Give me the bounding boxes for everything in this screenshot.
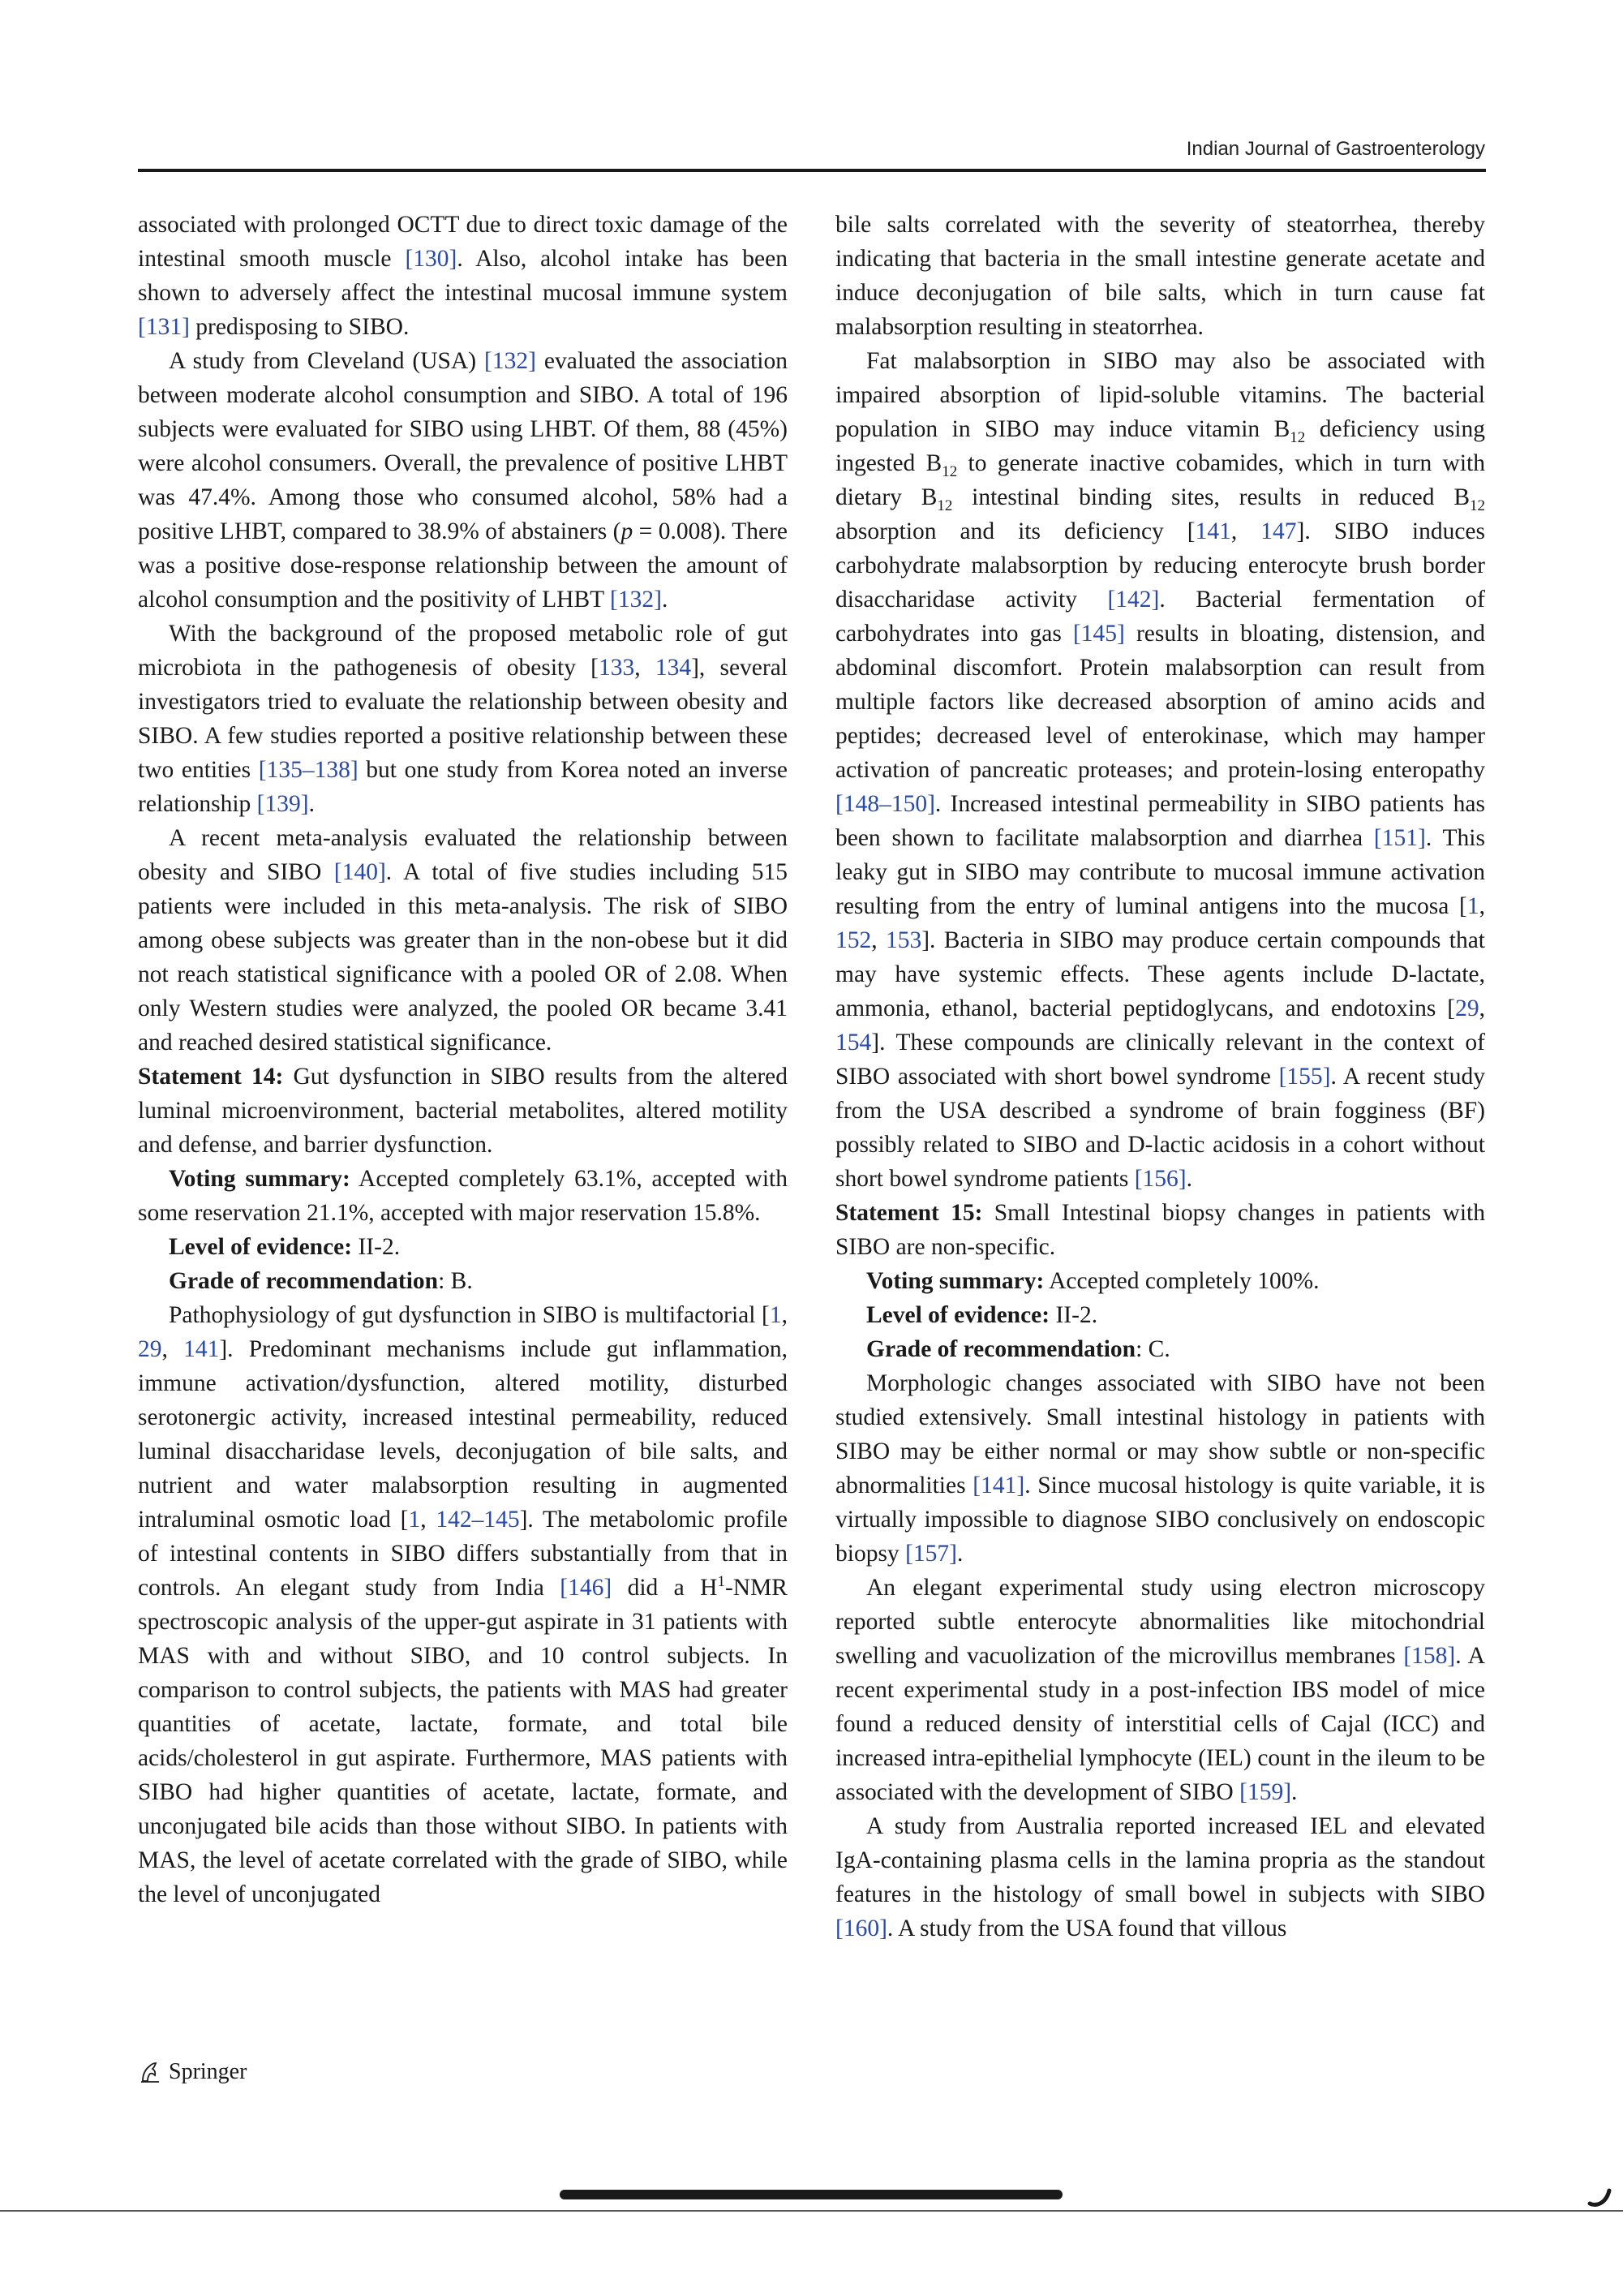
- citation-link[interactable]: 1: [1466, 893, 1479, 919]
- citation-link[interactable]: 153: [885, 927, 922, 953]
- citation-link[interactable]: [160]: [835, 1915, 887, 1941]
- voting-summary: Voting summary: Accepted completely 100%.: [866, 1268, 1320, 1294]
- paragraph: A study from Cleveland (USA) [132] evaluated the association between moderate alcohol consumption and SIBO. A total of 196 subjects were evaluated for SIBO using LHBT. Of them, 88 (45%) were alcohol consumers. Overall, the prevalence of positive LHBT was 47.4%. Among those who consumed alcohol, 58% had a positive LHBT, compared to 38.9% of abstainers (p = 0.008). There was a positive dose-response relationship between the amount of alcohol consumption and the positivity of LHBT [132].: [138, 348, 788, 613]
- citation-link[interactable]: 134: [655, 655, 692, 681]
- citation-link[interactable]: 142–145: [436, 1507, 520, 1533]
- paragraph: A recent meta-analysis evaluated the relationship between obesity and SIBO [140]. A total of five studies including 515 patients were included in this meta-analysis. The risk of SIBO among obese subjects was greater than in the non-obese but it did not reach statistical significance with a pooled OR of 2.08. When only Western studies were analyzed, the pooled OR became 3.41 and reached desired statistical significance.: [138, 825, 788, 1056]
- subscript: 12: [937, 497, 953, 514]
- bold-label: Level of evidence:: [169, 1234, 353, 1260]
- statement-15: Statement 15: Small Intestinal biopsy changes in patients with SIBO are non-specific.: [835, 1200, 1485, 1260]
- bold-label: Statement 14:: [138, 1064, 284, 1090]
- left-column: [138, 208, 788, 1911]
- citation-link[interactable]: [146]: [560, 1575, 612, 1601]
- bold-label: Grade of recommendation: [169, 1268, 439, 1294]
- citation-link[interactable]: [142]: [1107, 587, 1160, 613]
- citation-link[interactable]: [132]: [610, 587, 662, 613]
- citation-link[interactable]: [151]: [1373, 825, 1426, 851]
- paragraph: bile salts correlated with the severity of steatorrhea, thereby indicating that bacteria in the small intestine generate acetate and induce deconjugation of bile salts, which in turn cause fat malabsorption resulting in steatorrhea.: [835, 212, 1485, 340]
- bold-label: Grade of recommendation: [866, 1336, 1136, 1362]
- citation-link[interactable]: [130]: [405, 246, 457, 272]
- subscript: 12: [942, 462, 958, 480]
- citation-link[interactable]: [140]: [333, 859, 386, 885]
- citation-link[interactable]: [148–150]: [835, 791, 935, 817]
- citation-link[interactable]: [156]: [1134, 1166, 1187, 1192]
- citation-link[interactable]: 152: [835, 927, 872, 953]
- grade-of-recommendation: Grade of recommendation: B.: [169, 1268, 473, 1294]
- citation-link[interactable]: [145]: [1072, 621, 1125, 647]
- subscript: 12: [1290, 428, 1306, 446]
- paragraph: Fat malabsorption in SIBO may also be associated with impaired absorption of lipid-soluble vitamins. The bacterial population in SIBO may induce vitamin $B_{12}$ deficiency using ingested $B_{12}$ to generate inactive cobamides, which in turn with dietary $B_{12}$ intestinal binding sites, results in reduced $B_{12}$ absorption and its deficiency [141, 147]. SIBO induces carbohydrate malabsorption by reducing enterocyte brush border disaccharidase activity [142]. Bacterial fermentation of carbohydrates into gas [145] results in bloating, distension, and abdominal discomfort. Protein malabsorption can result from multiple factors like decreased absorption of amino acids and peptides; decreased level of enterokinase, which may hamper activation of pancreatic proteases; and protein-losing enteropathy [148–150]. Increased intestinal permeability in SIBO patients has been shown to facilitate malabsorption and diarrhea [151]. This leaky gut in SIBO may contribute to mucosal immune activation resulting from the entry of luminal antigens into the mucosa [1, 152, 153]. Bacteria in SIBO may produce certain compounds that may have systemic effects. These agents include D-lactate, ammonia, ethanol, bacterial peptidoglycans, and endotoxins [29, 154]. These compounds are clinically relevant in the context of SIBO associated with short bowel syndrome [155]. A recent study from the USA described a syndrome of brain fogginess (BF) possibly related to SIBO and D-lactic acidosis in a cohort without short bowel syndrome patients [156].: [835, 348, 1486, 1192]
- citation-link[interactable]: 1: [769, 1302, 782, 1328]
- citation-link[interactable]: 29: [138, 1336, 162, 1362]
- level-of-evidence: Level of evidence: II-2.: [169, 1234, 401, 1260]
- citation-link[interactable]: 141: [1195, 518, 1231, 544]
- subscript: 12: [1470, 497, 1485, 514]
- citation-link[interactable]: 141: [183, 1336, 220, 1362]
- paragraph: With the background of the proposed metabolic role of gut microbiota in the pathogenesis of obesity [133, 134], several investigators tried to evaluate the relationship between obesity and SIBO. A few studies reported a positive relationship between these two entities [135–138] but one study from Korea noted an inverse relationship [139].: [138, 621, 788, 817]
- paragraph: An elegant experimental study using electron microscopy reported subtle enterocyte abnormalities like mitochondrial swelling and vacuolization of the microvillus membranes [158]. A recent experimental study in a post-infection IBS model of mice found a reduced density of interstitial cells of Cajal (ICC) and increased intra-epithelial lymphocyte (IEL) count in the ileum to be associated with the development of SIBO [159].: [835, 1575, 1486, 1805]
- bold-label: Statement 15:: [835, 1200, 983, 1226]
- page-curl-icon[interactable]: [1587, 2182, 1614, 2210]
- superscript: 1: [717, 1573, 725, 1591]
- citation-link[interactable]: [131]: [138, 314, 190, 340]
- viewer-bottom-rule: [0, 2210, 1623, 2212]
- citation-link[interactable]: [158]: [1403, 1643, 1456, 1669]
- publisher-logo: [138, 2059, 247, 2085]
- journal-title: Indian Journal of Gastroenterology: [1186, 138, 1485, 160]
- citation-link[interactable]: [157]: [905, 1541, 957, 1567]
- right-column: [835, 208, 1485, 1946]
- bold-label: Level of evidence:: [866, 1302, 1050, 1328]
- header-rule: [138, 169, 1486, 172]
- statement-14: Statement 14: Gut dysfunction in SIBO results from the altered luminal microenvironment, bacterial metabolites, altered motility and defense, and barrier dysfunction.: [138, 1064, 788, 1158]
- level-of-evidence: Level of evidence: II-2.: [866, 1302, 1098, 1328]
- citation-link[interactable]: 1: [408, 1507, 421, 1533]
- bold-label: Voting summary:: [866, 1268, 1045, 1294]
- paragraph: associated with prolonged OCTT due to direct toxic damage of the intestinal smooth muscle [130]. Also, alcohol intake has been shown to adversely affect the intestinal mucosal immune system [131] predisposing to SIBO.: [138, 212, 788, 340]
- citation-link[interactable]: 147: [1260, 518, 1297, 544]
- voting-summary: Voting summary: Accepted completely 63.1%, accepted with some reservation 21.1%, accepted with major reservation 15.8%.: [138, 1166, 788, 1226]
- home-indicator[interactable]: [560, 2190, 1063, 2199]
- citation-link[interactable]: [155]: [1278, 1064, 1331, 1090]
- paragraph: Pathophysiology of gut dysfunction in SIBO is multifactorial [1, 29, 141]. Predominant mechanisms include gut inflammation, immune activation/dysfunction, altered motility, disturbed serotonergic activity, increased intestinal permeability, reduced luminal disaccharidase levels, deconjugation of bile salts, and nutrient and water malabsorption resulting in augmented intraluminal osmotic load [1, 142–145]. The metabolomic profile of intestinal contents in SIBO differs substantially from that in controls. An elegant study from India [146] did a $H^1$-NMR spectroscopic analysis of the upper-gut aspirate in 31 patients with MAS with and without SIBO, and 10 control subjects. In comparison to control subjects, the patients with MAS had greater quantities of acetate, lactate, formate, and total bile acids/cholesterol in gut aspirate. Furthermore, MAS patients with SIBO had higher quantities of acetate, lactate, formate, and unconjugated bile acids than those without SIBO. In patients with MAS, the level of acetate correlated with the grade of SIBO, while the level of unconjugated: [138, 1302, 788, 1907]
- citation-link[interactable]: 133: [598, 655, 635, 681]
- citation-link[interactable]: [135–138]: [258, 757, 359, 783]
- citation-link[interactable]: [159]: [1239, 1779, 1292, 1805]
- citation-link[interactable]: [139]: [256, 791, 309, 817]
- publisher-name: Springer: [169, 2059, 247, 2084]
- paragraph: Morphologic changes associated with SIBO have not been studied extensively. Small intestinal histology in patients with SIBO may be either normal or may show subtle or non-specific abnormalities [141]. Since mucosal histology is quite variable, it is virtually impossible to diagnose SIBO conclusively on endoscopic biopsy [157].: [835, 1370, 1485, 1567]
- bold-label: Voting summary:: [169, 1166, 350, 1192]
- citation-link[interactable]: [132]: [484, 348, 536, 374]
- italic-text: p: [620, 518, 633, 544]
- citation-link[interactable]: 154: [835, 1030, 872, 1056]
- grade-of-recommendation: Grade of recommendation: C.: [866, 1336, 1170, 1362]
- springer-horse-icon: [138, 2060, 162, 2084]
- paragraph: A study from Australia reported increased IEL and elevated IgA-containing plasma cells in the lamina propria as the standout features in the histology of small bowel in subjects with SIBO [160]. A study from the USA found that villous: [835, 1813, 1485, 1941]
- citation-link[interactable]: [141]: [973, 1473, 1025, 1498]
- citation-link[interactable]: 29: [1455, 995, 1479, 1021]
